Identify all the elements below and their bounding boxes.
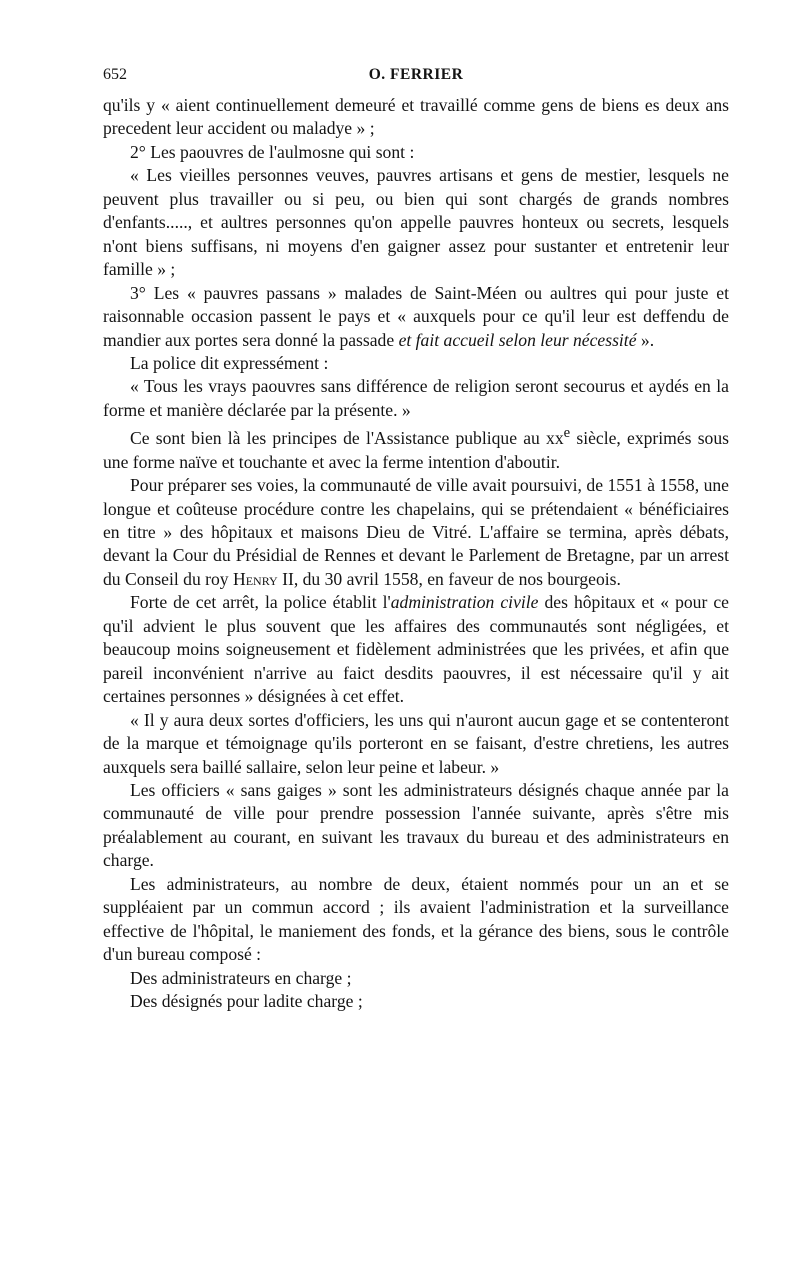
book-page xyxy=(103,66,729,1014)
paragraph-bureau-item-2: Des désignés pour ladite charge ; xyxy=(130,991,363,1012)
text-segment: siècle, exprimés sous une forme naïve et touchante et avec la ferme intention d'aboutir. xyxy=(103,428,730,472)
italic-segment: et fait accueil selon leur nécessité xyxy=(398,329,637,350)
smallcaps-segment: Henry xyxy=(233,568,278,589)
text-segment: Ce sont bien là les principes de l'Assistance publique au xx xyxy=(130,428,564,449)
text-segment: 3° Les « pauvres passans » malades de Saint-Méen ou aultres qui pour juste et raisonnable occasion passent le pays et « auxquels pour ce qu'il leur est deffendu de mandier aux portes sera donné la passade xyxy=(103,282,729,350)
paragraph-quote-aulmosne: « Les vieilles personnes veuves, pauvres artisans et gens de mestier, lesquels ne peuvent plus travailler ou si peu, ou bien qui sont chargés de grands nombres d'enfants....., et aultres personnes qu'on appelle pauvres honteux ou secrets, lesquels n'ont biens suffisans, ni moyens d'en gaigner assez pour sustanter et entretenir leur famille » ; xyxy=(103,165,729,280)
paragraph-officiers: Les officiers « sans gaiges » sont les administrateurs désignés chaque année par la communauté de ville pour prendre possession l'année suivante, après s'être mis préalablement au courant, en suivant les travaux du bureau et des administrateurs en charge. xyxy=(103,780,729,871)
paragraph-list-item-2: 2° Les paouvres de l'aulmosne qui sont : xyxy=(130,141,415,162)
paragraph-quote-religion: « Tous les vrays paouvres sans différence de religion seront secourus et aydés en la forme et manière déclarée par la présente. » xyxy=(103,376,729,420)
paragraph-administration xyxy=(103,591,729,708)
italic-segment: administration civile xyxy=(390,592,539,613)
paragraph-continuation: qu'ils y « aient continuellement demeuré et travaillé comme gens de biens es deux ans precedent leur accident ou maladye » ; xyxy=(103,95,729,139)
paragraph-procedure xyxy=(103,474,729,591)
text-segment: II, du 30 avril 1558, en faveur de nos bourgeois. xyxy=(277,568,621,589)
paragraph-quote-officiers: « Il y aura deux sortes d'officiers, les uns qui n'auront aucun gage et se contenteront de la marque et témoignage qu'ils porteront en se faisant, d'estre chretiens, les autres auxquels sera baillé sallaire, selon leur peine et labeur. » xyxy=(103,709,729,777)
text-segment: des hôpitaux et « pour ce qu'il advient le plus souvent que les affaires des communautés sont négligées, et beaucoup moins soigneusement et fidèlement administrées que les privées, et afin que pareil inconvénient n'arrive au faict desdits paouvres, il est nécessaire qu'il y ait certaines personnes » désignées à cet effet. xyxy=(103,592,729,707)
paragraph-police: La police dit expressément : xyxy=(130,352,329,373)
paragraph-bureau-item-1: Des administrateurs en charge ; xyxy=(130,967,352,988)
body-text xyxy=(103,94,729,1014)
text-segment: ». xyxy=(636,329,655,350)
page-header xyxy=(103,66,729,94)
text-segment: Pour préparer ses voies, la communauté de ville avait poursuivi, de 1551 à 1558, une longue et coûteuse procédure contre les chapelains, qui se prétendaient « bénéficiaires en titre » des hôpitaux et maisons Dieu de Vitré. L'affaire se termina, après débats, devant la Cour du Présidial de Rennes et devant le Parlement de Bretagne, par un arrest du Conseil du roy xyxy=(103,475,729,589)
running-head-author: O. FERRIER xyxy=(368,66,464,83)
superscript-segment: e xyxy=(563,425,571,442)
page-number: 652 xyxy=(103,66,127,83)
text-segment: Forte de cet arrêt, la police établit l' xyxy=(130,592,391,613)
paragraph-administrateurs: Les administrateurs, au nombre de deux, étaient nommés pour un an et se suppléaient par un commun accord ; ils avaient l'administration et la surveillance effective de l'hôpital, le maniement des fonds, et la gérance des biens, sous le contrôle d'un bureau composé : xyxy=(103,873,729,965)
paragraph-assistance xyxy=(103,422,729,474)
paragraph-list-item-3 xyxy=(103,282,729,352)
